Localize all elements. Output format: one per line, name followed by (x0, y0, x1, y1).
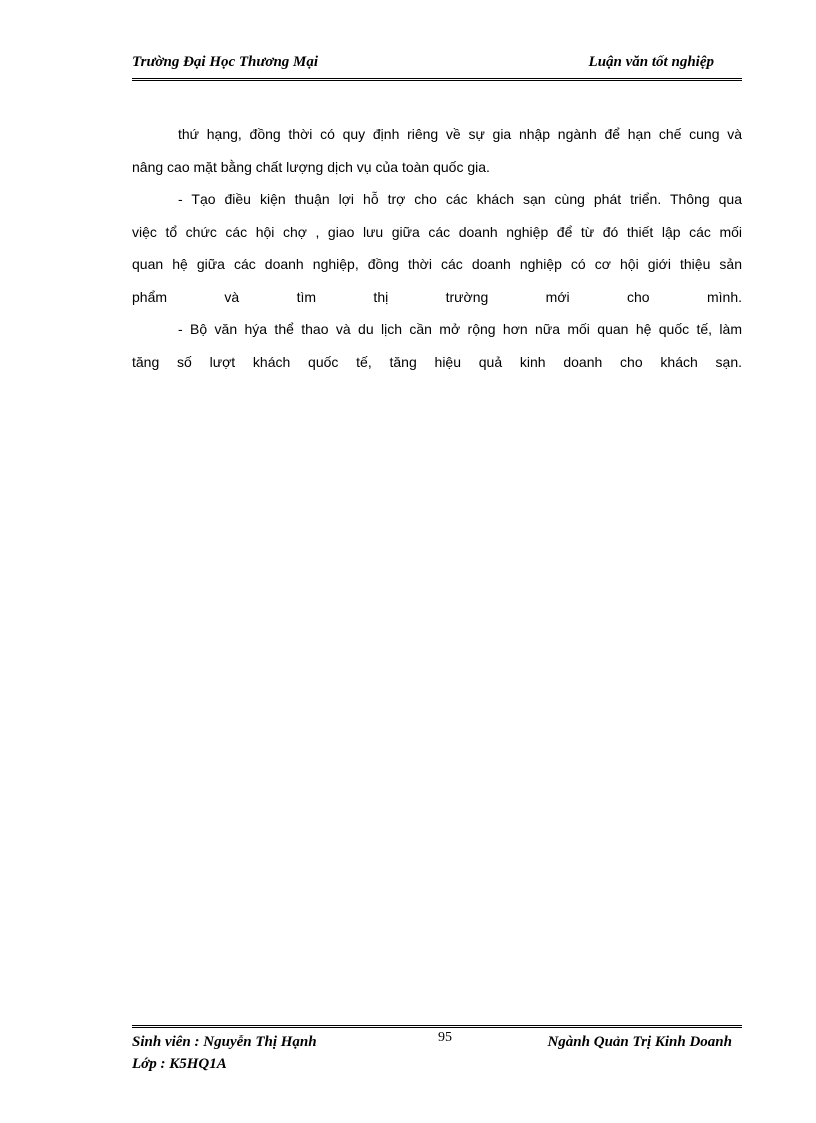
paragraph-line: tăng số lượt khách quốc tế, tăng hiệu quả kinh doanh cho khách sạn. (132, 353, 742, 370)
page-footer (132, 1025, 742, 1088)
paragraph-line: thứ hạng, đồng thời có quy định riêng về sự gia nhập ngành để hạn chế cung và (178, 126, 742, 142)
paragraph-line: - Bộ văn hýa thể thao và du lịch cần mở rộng hơn nữa mối quan hệ quốc tế, làm (178, 321, 742, 337)
paragraph-line: - Tạo điều kiện thuận lợi hỗ trợ cho các khách sạn cùng phát triển. Thông qua (178, 191, 742, 207)
page-number: 95 (438, 1030, 452, 1045)
paragraph-line: phẩm và tìm thị trường mới cho mình. (132, 288, 742, 305)
paragraph-line: quan hệ giữa các doanh nghiệp, đồng thời các doanh nghiệp có cơ hội giới thiệu sản (132, 256, 742, 272)
paragraph-line: nâng cao mặt bằng chất lượng dịch vụ của toàn quốc gia. (132, 158, 490, 175)
header-title: Luận văn tốt nghiệp (588, 54, 714, 70)
header-school: Trường Đại Học Thương Mại (132, 54, 319, 70)
footer-class: Lớp : K5HQ1A (132, 1056, 227, 1072)
footer-student: Sinh viên : Nguyễn Thị Hạnh (132, 1034, 317, 1050)
body-text (132, 118, 742, 378)
paragraph-line: việc tổ chức các hội chợ , giao lưu giữa các doanh nghiệp để từ đó thiết lập các mối (132, 223, 742, 240)
page-header (132, 52, 742, 81)
footer-major: Ngành Quản Trị Kinh Doanh (547, 1034, 732, 1050)
